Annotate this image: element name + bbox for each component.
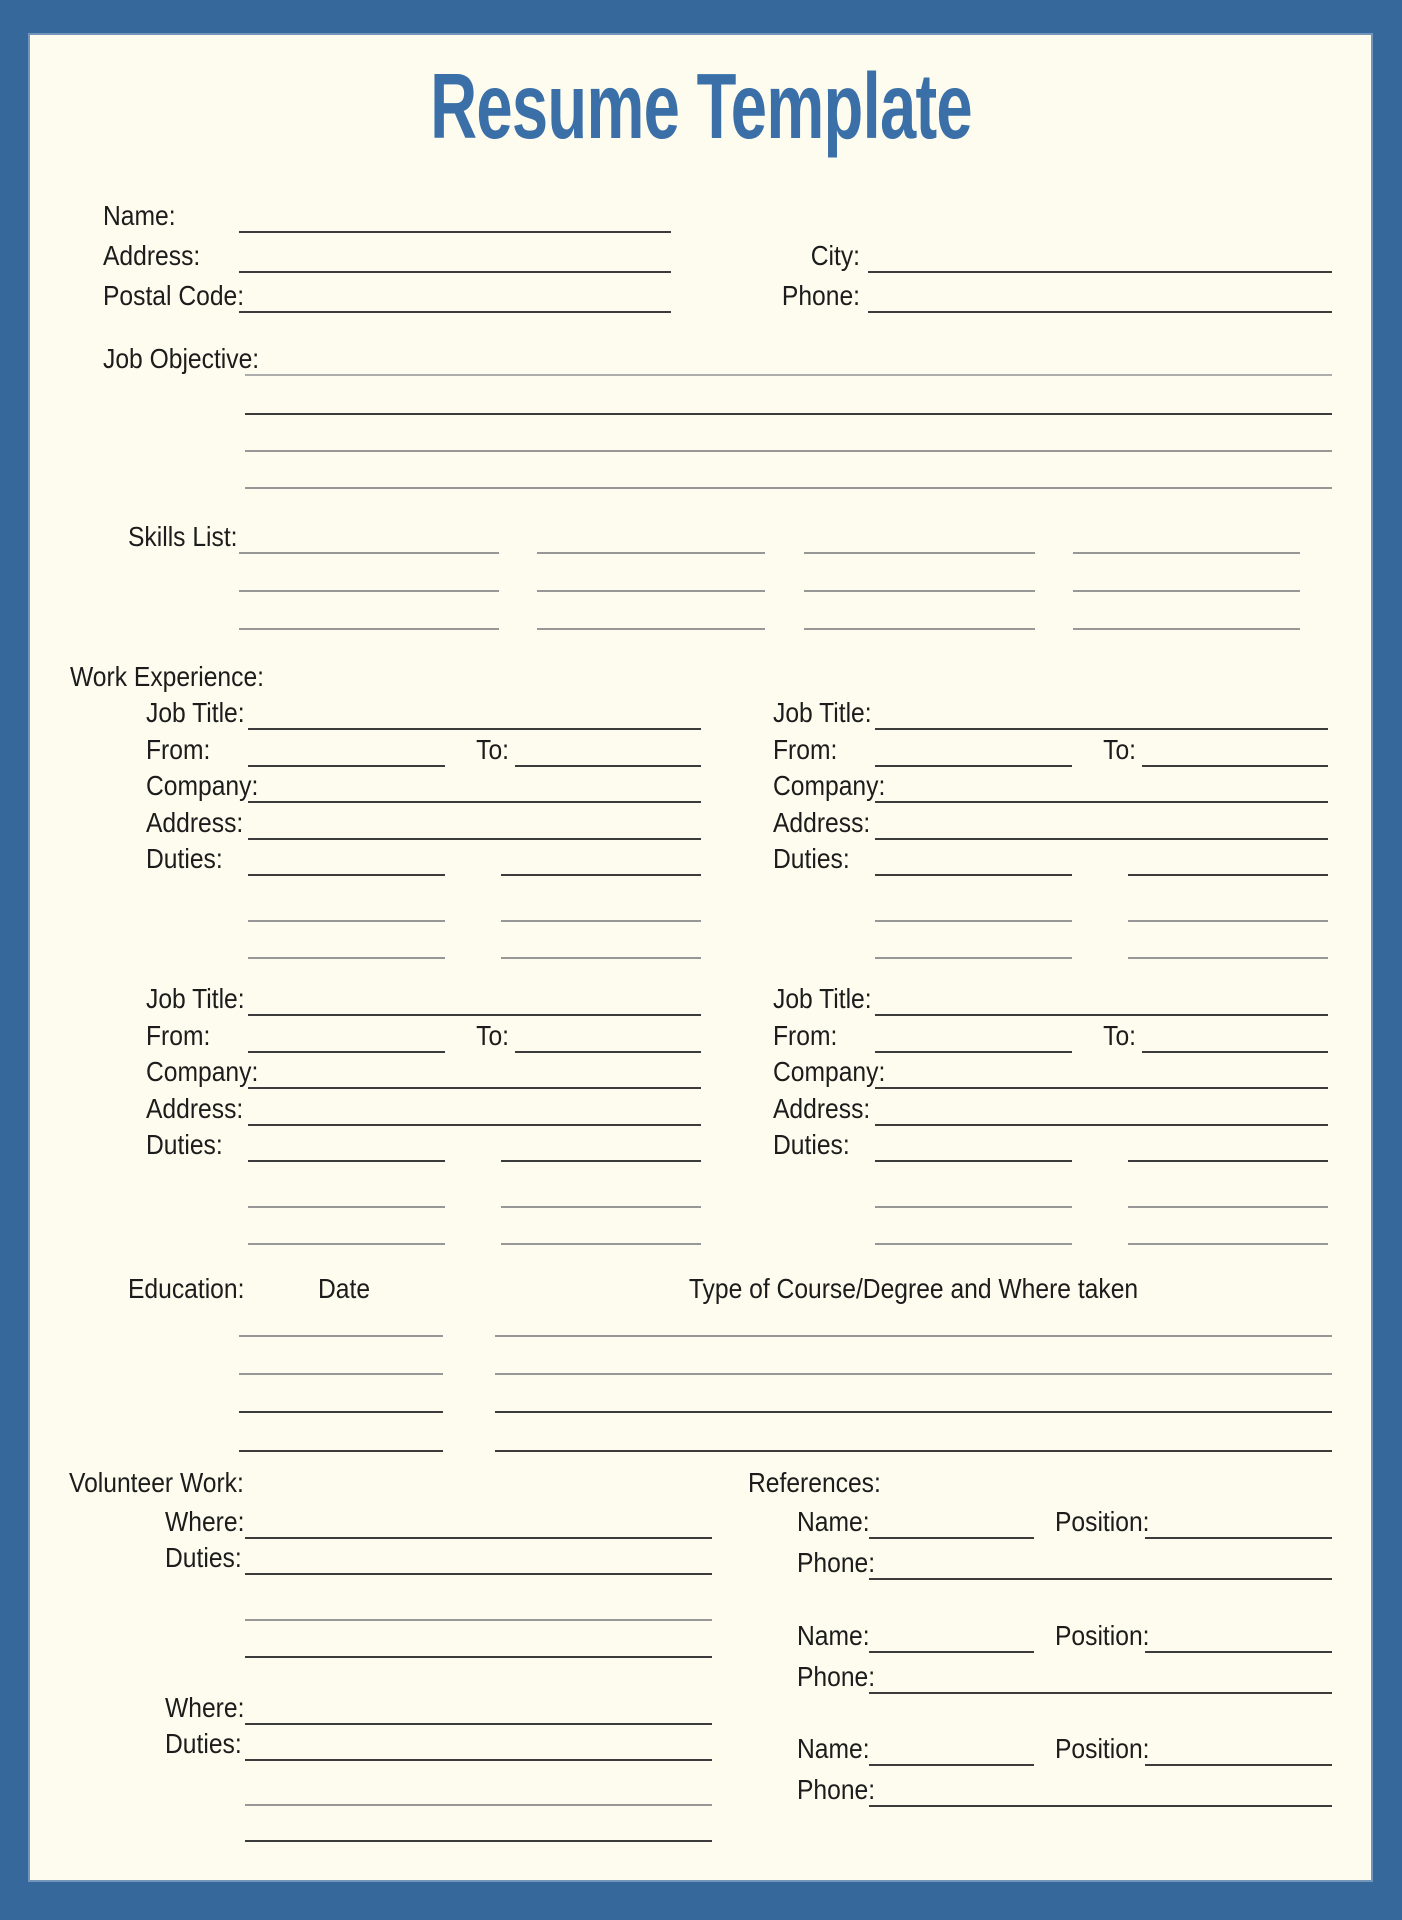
reference-position-line[interactable] <box>1145 1764 1332 1766</box>
job-title-line[interactable] <box>248 728 701 730</box>
to-label: To: <box>1103 1020 1136 1051</box>
duties-line-b[interactable] <box>501 874 701 876</box>
job-objective-extra-line[interactable] <box>245 450 1332 452</box>
reference-name-label: Name: <box>797 1620 870 1651</box>
company-line[interactable] <box>248 801 701 803</box>
address-label: Address: <box>773 1093 871 1124</box>
volunteer-duties-label: Duties: <box>165 1542 242 1573</box>
name-line[interactable] <box>239 231 671 233</box>
job-objective-line[interactable] <box>245 374 1332 376</box>
to-line[interactable] <box>515 765 701 767</box>
address-label: Address: <box>146 1093 244 1124</box>
education-label: Education: <box>128 1273 245 1304</box>
reference-phone-line[interactable] <box>869 1692 1332 1694</box>
education-date-line[interactable] <box>239 1373 443 1375</box>
skill-line[interactable] <box>537 552 765 554</box>
skill-line[interactable] <box>239 590 499 592</box>
address-line[interactable] <box>248 838 701 840</box>
address-line[interactable] <box>248 1124 701 1126</box>
education-course-line[interactable] <box>495 1373 1332 1375</box>
duties-extra-line-a[interactable] <box>248 1243 445 1245</box>
duties-label: Duties: <box>773 843 850 874</box>
to-label: To: <box>476 734 509 765</box>
reference-name-label: Name: <box>797 1733 870 1764</box>
job-block-3 <box>146 980 732 1265</box>
reference-phone-label: Phone: <box>797 1547 876 1578</box>
skill-line[interactable] <box>1073 590 1300 592</box>
to-label: To: <box>476 1020 509 1051</box>
reference-position-label: Position: <box>1055 1506 1150 1537</box>
duties-extra-line-a[interactable] <box>248 920 445 922</box>
volunteer-where-line[interactable] <box>245 1723 712 1725</box>
duties-extra-line-a[interactable] <box>875 1243 1072 1245</box>
reference-position-line[interactable] <box>1145 1537 1332 1539</box>
references-label: References: <box>748 1467 881 1498</box>
to-label: To: <box>1103 734 1136 765</box>
reference-phone-label: Phone: <box>797 1661 876 1692</box>
city-label: City: <box>810 240 860 271</box>
to-line[interactable] <box>515 1051 701 1053</box>
reference-position-label: Position: <box>1055 1733 1150 1764</box>
skill-line[interactable] <box>239 628 499 630</box>
duties-line-a[interactable] <box>875 1160 1072 1162</box>
skill-line[interactable] <box>804 590 1035 592</box>
duties-line-a[interactable] <box>875 874 1072 876</box>
duties-label: Duties: <box>773 1129 850 1160</box>
job-objective-label: Job Objective: <box>103 343 260 374</box>
company-line[interactable] <box>875 801 1328 803</box>
company-line[interactable] <box>248 1087 701 1089</box>
job-title-label: Job Title: <box>146 983 245 1014</box>
education-course-line[interactable] <box>495 1335 1332 1337</box>
job-title-line[interactable] <box>875 1014 1328 1016</box>
job-title-label: Job Title: <box>773 697 872 728</box>
reference-name-line[interactable] <box>869 1537 1034 1539</box>
reference-position-line[interactable] <box>1145 1651 1332 1653</box>
duties-line-a[interactable] <box>248 874 445 876</box>
address-line[interactable] <box>875 1124 1328 1126</box>
job-block-2 <box>773 694 1359 979</box>
job-title-label: Job Title: <box>773 983 872 1014</box>
reference-name-label: Name: <box>797 1506 870 1537</box>
job-block-1 <box>146 694 732 979</box>
duties-extra-line-b[interactable] <box>1128 1206 1328 1208</box>
education-date-line[interactable] <box>239 1335 443 1337</box>
company-label: Company: <box>146 1056 259 1087</box>
company-label: Company: <box>146 770 259 801</box>
duties-line-b[interactable] <box>501 1160 701 1162</box>
address-label: Address: <box>773 807 871 838</box>
education-date-line[interactable] <box>239 1450 443 1452</box>
education-course-header: Type of Course/Degree and Where taken <box>688 1273 1139 1304</box>
reference-set-1 <box>0 1505 1402 1600</box>
duties-label: Duties: <box>146 843 223 874</box>
reference-phone-label: Phone: <box>797 1774 876 1805</box>
duties-label: Duties: <box>146 1129 223 1160</box>
reference-set-3 <box>0 1732 1402 1827</box>
from-label: From: <box>146 1020 211 1051</box>
education-date-line[interactable] <box>239 1411 443 1413</box>
duties-extra-line-b[interactable] <box>501 1243 701 1245</box>
address-label: Address: <box>146 807 244 838</box>
reference-phone-line[interactable] <box>869 1805 1332 1807</box>
volunteer-where-label: Where: <box>165 1506 245 1537</box>
company-label: Company: <box>773 1056 886 1087</box>
education-date-header: Date <box>318 1273 371 1304</box>
phone-line[interactable] <box>868 311 1332 313</box>
volunteer-duties-label: Duties: <box>165 1728 242 1759</box>
education-course-line[interactable] <box>495 1450 1332 1452</box>
reference-phone-line[interactable] <box>869 1578 1332 1580</box>
address-label: Address: <box>103 240 201 271</box>
skill-line[interactable] <box>537 628 765 630</box>
job-block-4 <box>773 980 1359 1265</box>
reference-set-2 <box>0 1619 1402 1714</box>
reference-name-line[interactable] <box>869 1764 1034 1766</box>
city-line[interactable] <box>868 271 1332 273</box>
job-title-label: Job Title: <box>146 697 245 728</box>
duties-extra-line-b[interactable] <box>501 957 701 959</box>
name-label: Name: <box>103 200 176 231</box>
job-title-line[interactable] <box>248 1014 701 1016</box>
volunteer-extra-line[interactable] <box>245 1840 712 1842</box>
volunteer-where-label: Where: <box>165 1692 245 1723</box>
address-line[interactable] <box>875 838 1328 840</box>
skill-line[interactable] <box>1073 552 1300 554</box>
duties-extra-line-b[interactable] <box>501 920 701 922</box>
duties-line-b[interactable] <box>1128 874 1328 876</box>
phone-label: Phone: <box>781 280 860 311</box>
volunteer-work-label: Volunteer Work: <box>69 1467 244 1498</box>
work-experience-label: Work Experience: <box>70 661 265 692</box>
duties-extra-line-b[interactable] <box>1128 1243 1328 1245</box>
duties-line-b[interactable] <box>1128 1160 1328 1162</box>
duties-extra-line-a[interactable] <box>875 957 1072 959</box>
from-label: From: <box>146 734 211 765</box>
from-label: From: <box>773 734 838 765</box>
job-objective-extra-line[interactable] <box>245 413 1332 415</box>
education-course-line[interactable] <box>495 1411 1332 1413</box>
duties-extra-line-a[interactable] <box>248 1206 445 1208</box>
skill-line[interactable] <box>1073 628 1300 630</box>
skill-line[interactable] <box>804 552 1035 554</box>
reference-position-label: Position: <box>1055 1620 1150 1651</box>
duties-extra-line-b[interactable] <box>1128 957 1328 959</box>
duties-extra-line-b[interactable] <box>501 1206 701 1208</box>
to-line[interactable] <box>1142 1051 1328 1053</box>
duties-extra-line-a[interactable] <box>248 957 445 959</box>
from-label: From: <box>773 1020 838 1051</box>
page-title: Resume Template <box>430 54 972 158</box>
postal-code-label: Postal Code: <box>103 280 245 311</box>
duties-extra-line-a[interactable] <box>875 920 1072 922</box>
company-label: Company: <box>773 770 886 801</box>
skill-line[interactable] <box>239 552 499 554</box>
reference-name-line[interactable] <box>869 1651 1034 1653</box>
skill-line[interactable] <box>804 628 1035 630</box>
to-line[interactable] <box>1142 765 1328 767</box>
skill-line[interactable] <box>537 590 765 592</box>
duties-line-a[interactable] <box>248 1160 445 1162</box>
skills-list-label: Skills List: <box>128 521 238 552</box>
job-objective-extra-line[interactable] <box>245 487 1332 489</box>
duties-extra-line-b[interactable] <box>1128 920 1328 922</box>
company-line[interactable] <box>875 1087 1328 1089</box>
duties-extra-line-a[interactable] <box>875 1206 1072 1208</box>
job-title-line[interactable] <box>875 728 1328 730</box>
